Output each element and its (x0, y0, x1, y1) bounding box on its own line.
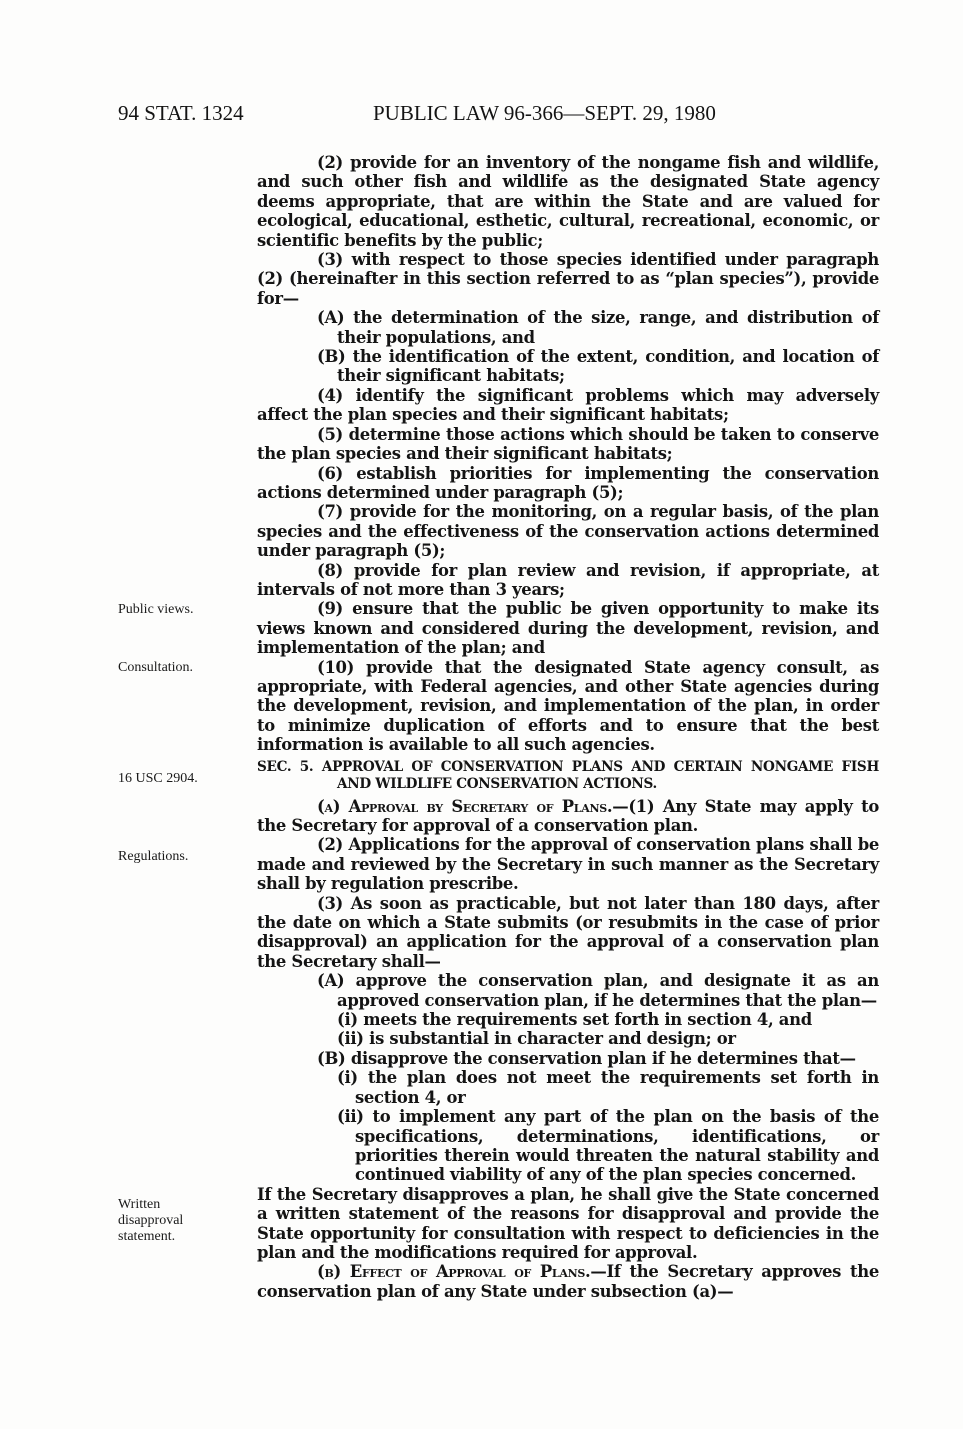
disapproval-paragraph: If the Secretary disapproves a plan, he shall give the State concerned a written statement of the reasons for disapproval and provide the State opportunity for consultation with respect to deficiencies in the plan and the modifications required for approval. (257, 1184, 879, 1262)
margin-note-consultation: Consultation. (118, 660, 194, 675)
paragraph-8: (8) provide for plan review and revision, if appropriate, at intervals of not more than 3 years; (257, 560, 879, 599)
paragraph-5: (5) determine those actions which should be taken to conserve the plan species and their significant habitats; (257, 424, 879, 464)
paragraph-9: (9) ensure that the public be given opportunity to make its views known and considered during the development, revision, and implementation of the plan; and (257, 599, 879, 658)
paragraph-3b: (B) the identification of the extent, condition, and location of their significant habitats; (317, 347, 879, 386)
subsection-a-3-A-ii: (ii) is substantial in character and design; or (337, 1029, 736, 1049)
margin-note-usc: 16 USC 2904. (118, 771, 198, 786)
public-law-title: PUBLIC LAW 96-366—SEPT. 29, 1980 (373, 101, 716, 125)
paragraph-7: (7) provide for the monitoring, on a regular basis, of the plan species and the effectiveness of the conservation actions determined under paragraph (5); (257, 502, 879, 561)
margin-note-regulations: Regulations. (118, 849, 189, 864)
margin-note-written-disapproval (118, 1197, 183, 1245)
paragraph-6: (6) establish priorities for implementing the conservation actions determined under paragraph (5); (257, 463, 879, 502)
margin-note-line: disapproval (118, 1213, 184, 1228)
paragraph-2: (2) provide for an inventory of the nongame fish and wildlife, and such other fish and wildlife as the designated State agency deems appropriate, that are within the State and are valued for ecological, educational, esthetic, cultural, recreational, economic, or scientific benefits by the public; (257, 153, 879, 250)
subsection-a-3-A-i: (i) meets the requirements set forth in section 4, and (337, 1010, 812, 1030)
subsection-a-2: (2) Applications for the approval of conservation plans shall be made and reviewed by the Secretary in such manner as the Secretary shall by regulation prescribe. (257, 835, 879, 894)
margin-note-line: Written (118, 1197, 161, 1212)
paragraph-3a: (A) the determination of the size, range, and distribution of their populations, and (317, 308, 879, 347)
subsection-b-heading: (b) Effect of Approval of Plans. (317, 1262, 591, 1282)
subsection-a-heading: (a) Approval by Secretary of Plans. (317, 796, 613, 816)
subsection-a-3-B-i: (i) the plan does not meet the requirements set forth in section 4, or (337, 1068, 879, 1107)
subsection-a-3-A: (A) approve the conservation plan, and designate it as an approved conservation plan, if he determines that the plan— (317, 971, 879, 1010)
statute-page-number: 94 STAT. 1324 (118, 101, 244, 125)
subsection-b (257, 1262, 879, 1301)
margin-note-public-views: Public views. (118, 602, 194, 617)
section-heading: SEC. 5. APPROVAL OF CONSERVATION PLANS AND CERTAIN NONGAME FISH AND WILDLIFE CONSERVATION ACTIONS. (257, 758, 879, 792)
statute-body (257, 153, 879, 1301)
paragraph-10: (10) provide that the designated State agency consult, as appropriate, with Federal agencies, and other State agencies during the development, revision, and implementation of the plan, in order to minimize duplication of efforts and to ensure that the best information is available to all such agencies. (257, 657, 879, 755)
subsection-a-1 (257, 797, 879, 836)
paragraph-4: (4) identify the significant problems which may adversely affect the plan species and their significant habitats; (257, 385, 879, 425)
subsection-a-3: (3) As soon as practicable, but not later than 180 days, after the date on which a State submits (or resubmits in the case of prior disapproval) an application for the approval of a conservation plan the Secretary shall— (257, 893, 879, 971)
paragraph-3: (3) with respect to those species identified under paragraph (2) (hereinafter in this section referred to as “plan species”), provide for— (257, 250, 879, 308)
subsection-a-3-B-ii: (ii) to implement any part of the plan on the basis of the specifications, determinations, identifications, or priorities therein would threaten the natural stability and continued viability of any of the plan species concerned. (337, 1107, 879, 1185)
subsection-a-3-B: (B) disapprove the conservation plan if he determines that— (317, 1048, 856, 1068)
subsection-a-1-text: —(1) Any State may apply to the Secretary for approval of a conservation plan. (257, 796, 879, 835)
margin-note-line: statement. (118, 1229, 176, 1244)
subsection-b-text: —If the Secretary approves the conservation plan of any State under subsection (a)— (257, 1262, 880, 1301)
